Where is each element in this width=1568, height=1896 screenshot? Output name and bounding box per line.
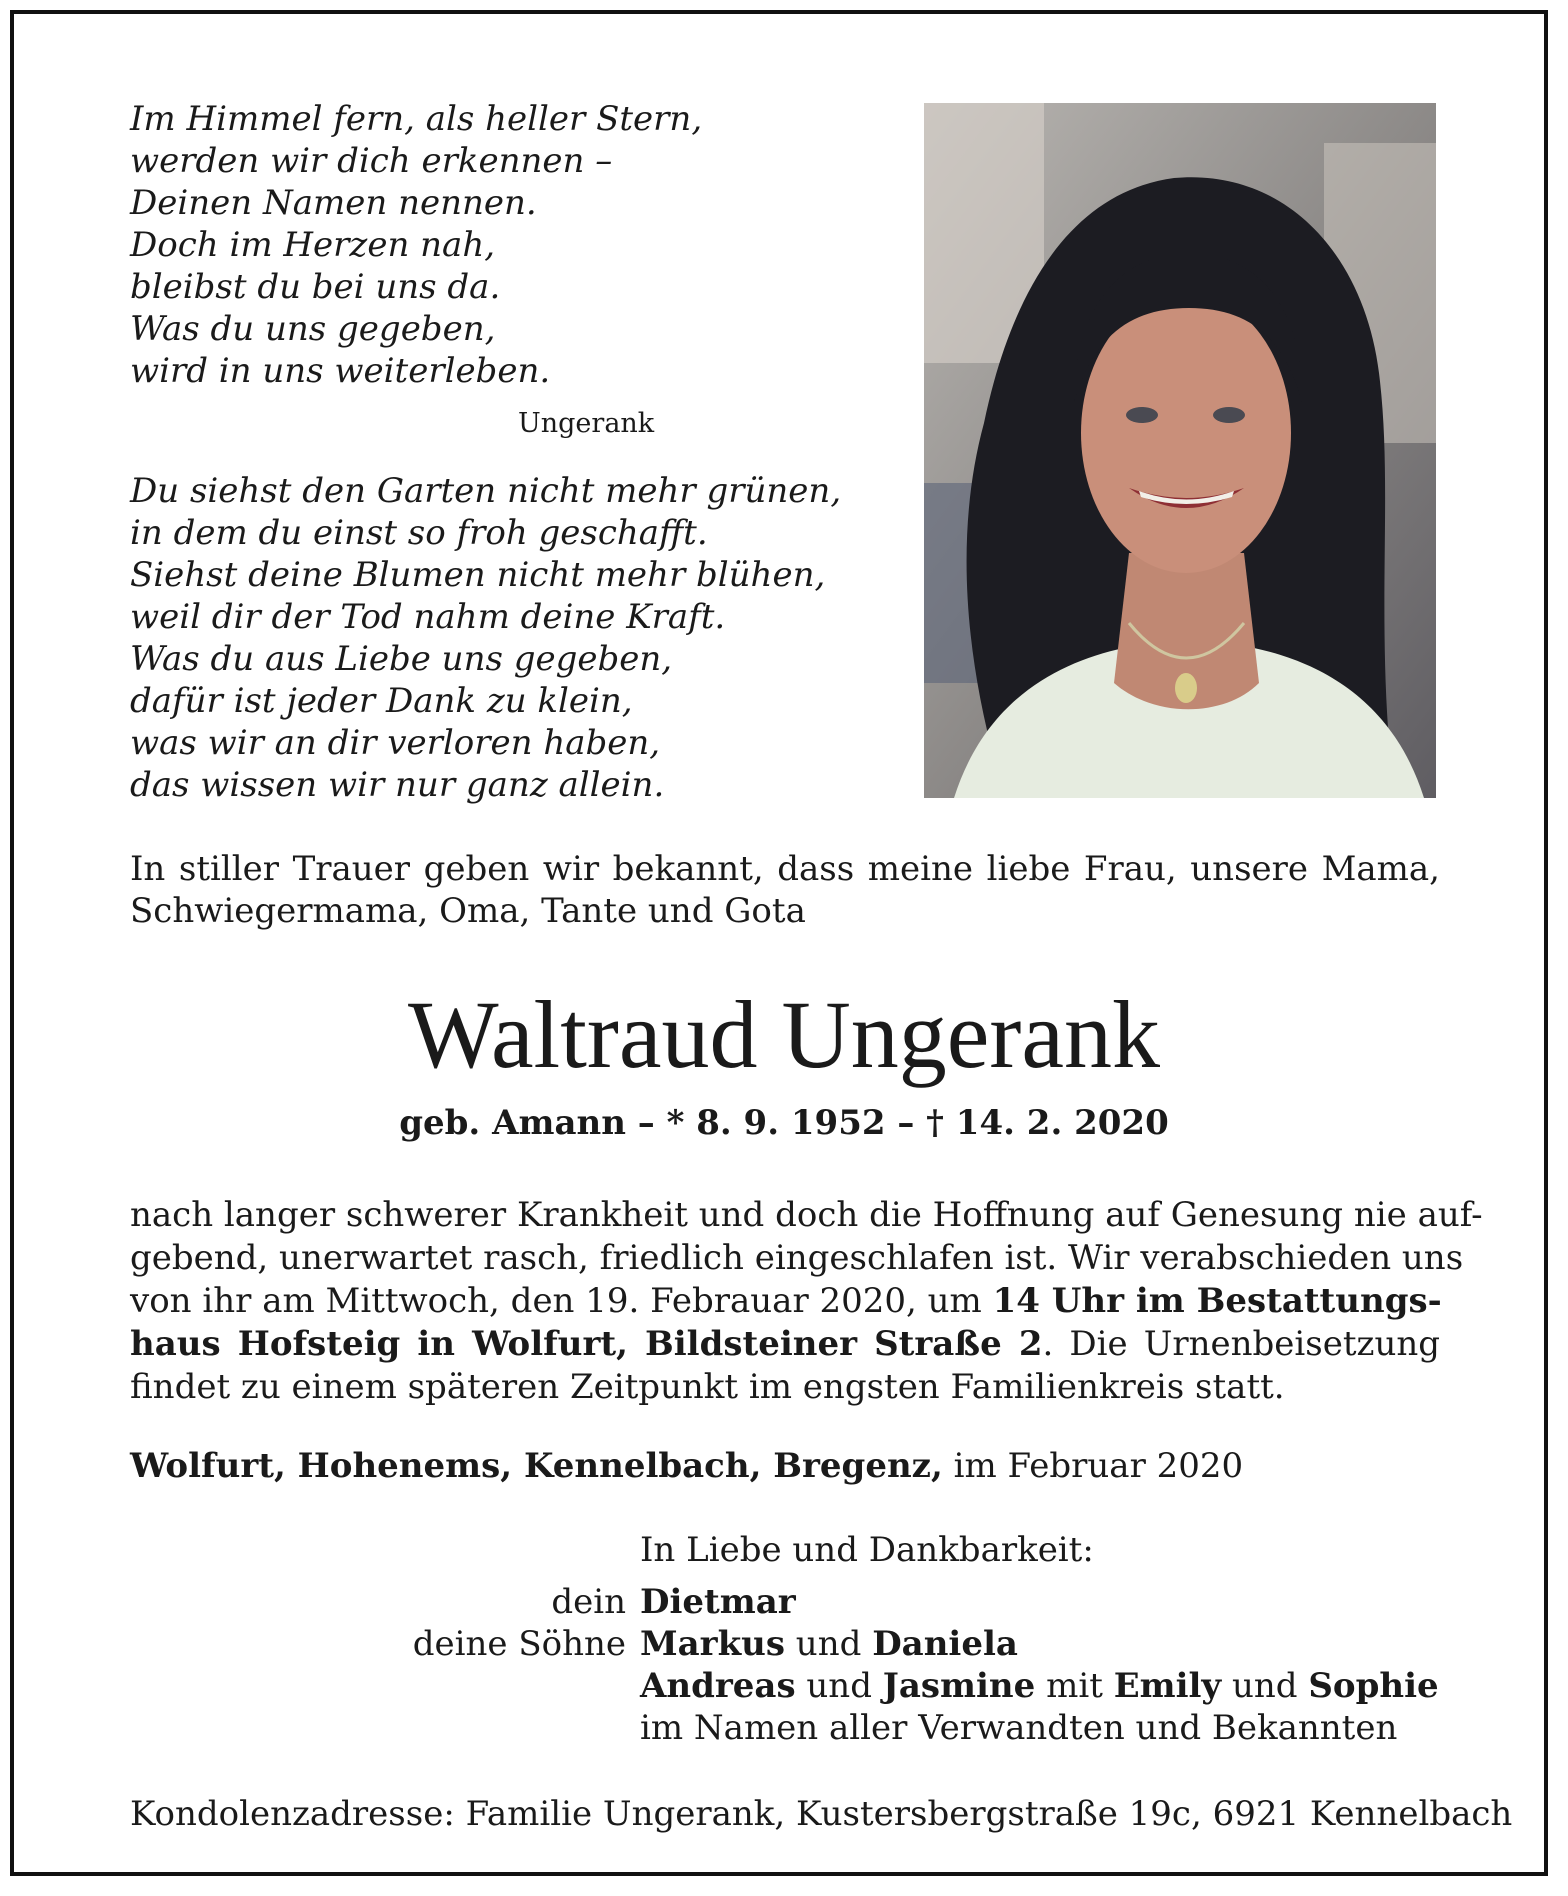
intro-text: In stiller Trauer geben wir bekannt, dass meine liebe Frau, unsere Mama, Schwiegermama, Oma, Tante und Gota xyxy=(130,849,1440,931)
text-line: findet zu einem späteren Zeitpunkt im engsten Familienkreis statt. xyxy=(130,1367,1285,1407)
ceremony-place: haus Hofsteig in Wolfurt, Bildsteiner Straße 2 xyxy=(130,1324,1043,1364)
signature-line xyxy=(640,1624,1018,1664)
poem-line: weil dir der Tod nahm deine Kraft. xyxy=(130,597,726,637)
poem-line: dafür ist jeder Dank zu klein, xyxy=(130,681,633,721)
poem-line: Deinen Namen nennen. xyxy=(130,183,537,223)
text-line: gebend, unerwartet rasch, friedlich eingeschlafen ist. Wir verabschieden uns xyxy=(130,1238,1464,1278)
poem-line: Siehst deine Blumen nicht mehr blühen, xyxy=(130,555,826,595)
poem-line: Du siehst den Garten nicht mehr grünen, xyxy=(130,471,842,511)
poem-author: Ungerank xyxy=(518,408,655,439)
poem-line: das wissen wir nur ganz allein. xyxy=(130,765,665,805)
signature-role: deine Söhne xyxy=(412,1624,626,1664)
poem-line: Doch im Herzen nah, xyxy=(130,225,496,265)
poem-top xyxy=(130,98,702,392)
signature-name: Markus xyxy=(640,1624,785,1664)
places-line xyxy=(130,1446,1243,1486)
life-dates: geb. Amann – * 8. 9. 1952 – † 14. 2. 2020 xyxy=(399,1103,1169,1143)
poem-line: werden wir dich erkennen – xyxy=(130,141,613,181)
condolence-address: Kondolenzadresse: Familie Ungerank, Kustersbergstraße 19c, 6921 Kennelbach xyxy=(130,1794,1513,1834)
poem-line: Was du aus Liebe uns gegeben, xyxy=(130,639,673,679)
poem-line: Im Himmel fern, als heller Stern, xyxy=(130,99,703,139)
signature-name: Andreas xyxy=(640,1666,796,1706)
text-run: von ihr am Mittwoch, den 19. Febrauar 2020, um xyxy=(130,1281,993,1321)
signature-name: Dietmar xyxy=(640,1582,796,1622)
portrait-photo xyxy=(924,103,1436,798)
signature-conj: mit xyxy=(1035,1666,1114,1706)
announcement-text xyxy=(130,1194,1483,1409)
poem-line: in dem du einst so froh geschafft. xyxy=(130,513,708,553)
places: Wolfurt, Hohenems, Kennelbach, Bregenz, xyxy=(130,1446,943,1486)
deceased-name: Waltraud Ungerank xyxy=(408,981,1160,1088)
signoff: In Liebe und Dankbarkeit: xyxy=(640,1530,1094,1570)
signature-line xyxy=(640,1666,1439,1706)
poem-line: wird in uns weiterleben. xyxy=(130,351,551,391)
signature-name: Daniela xyxy=(872,1624,1018,1664)
signature-conj: und xyxy=(785,1624,873,1664)
signature-name: Emily xyxy=(1113,1666,1222,1706)
signature-role: dein xyxy=(551,1582,626,1622)
text-run: . Die Urnenbeisetzung xyxy=(1042,1324,1441,1364)
signature-relatives: im Namen aller Verwandten und Bekannten xyxy=(640,1708,1398,1748)
signature-name: Sophie xyxy=(1308,1666,1439,1706)
poem-line: Was du uns gegeben, xyxy=(130,309,496,349)
poem-line: was wir an dir verloren haben, xyxy=(130,723,661,763)
text-line xyxy=(130,1323,1440,1366)
poem-line: bleibst du bei uns da. xyxy=(130,267,501,307)
ceremony-time: 14 Uhr im Bestattungs- xyxy=(992,1281,1442,1321)
signature-conj: und xyxy=(1221,1666,1309,1706)
text-line: nach langer schwerer Krankheit und doch die Hoffnung auf Genesung nie auf- xyxy=(130,1195,1483,1235)
signature-line xyxy=(640,1582,796,1622)
signature-name: Jasmine xyxy=(882,1666,1036,1706)
signature-conj: und xyxy=(795,1666,883,1706)
place-date: im Februar 2020 xyxy=(942,1446,1244,1486)
text-line xyxy=(130,1280,1440,1323)
poem-bottom xyxy=(130,470,841,806)
